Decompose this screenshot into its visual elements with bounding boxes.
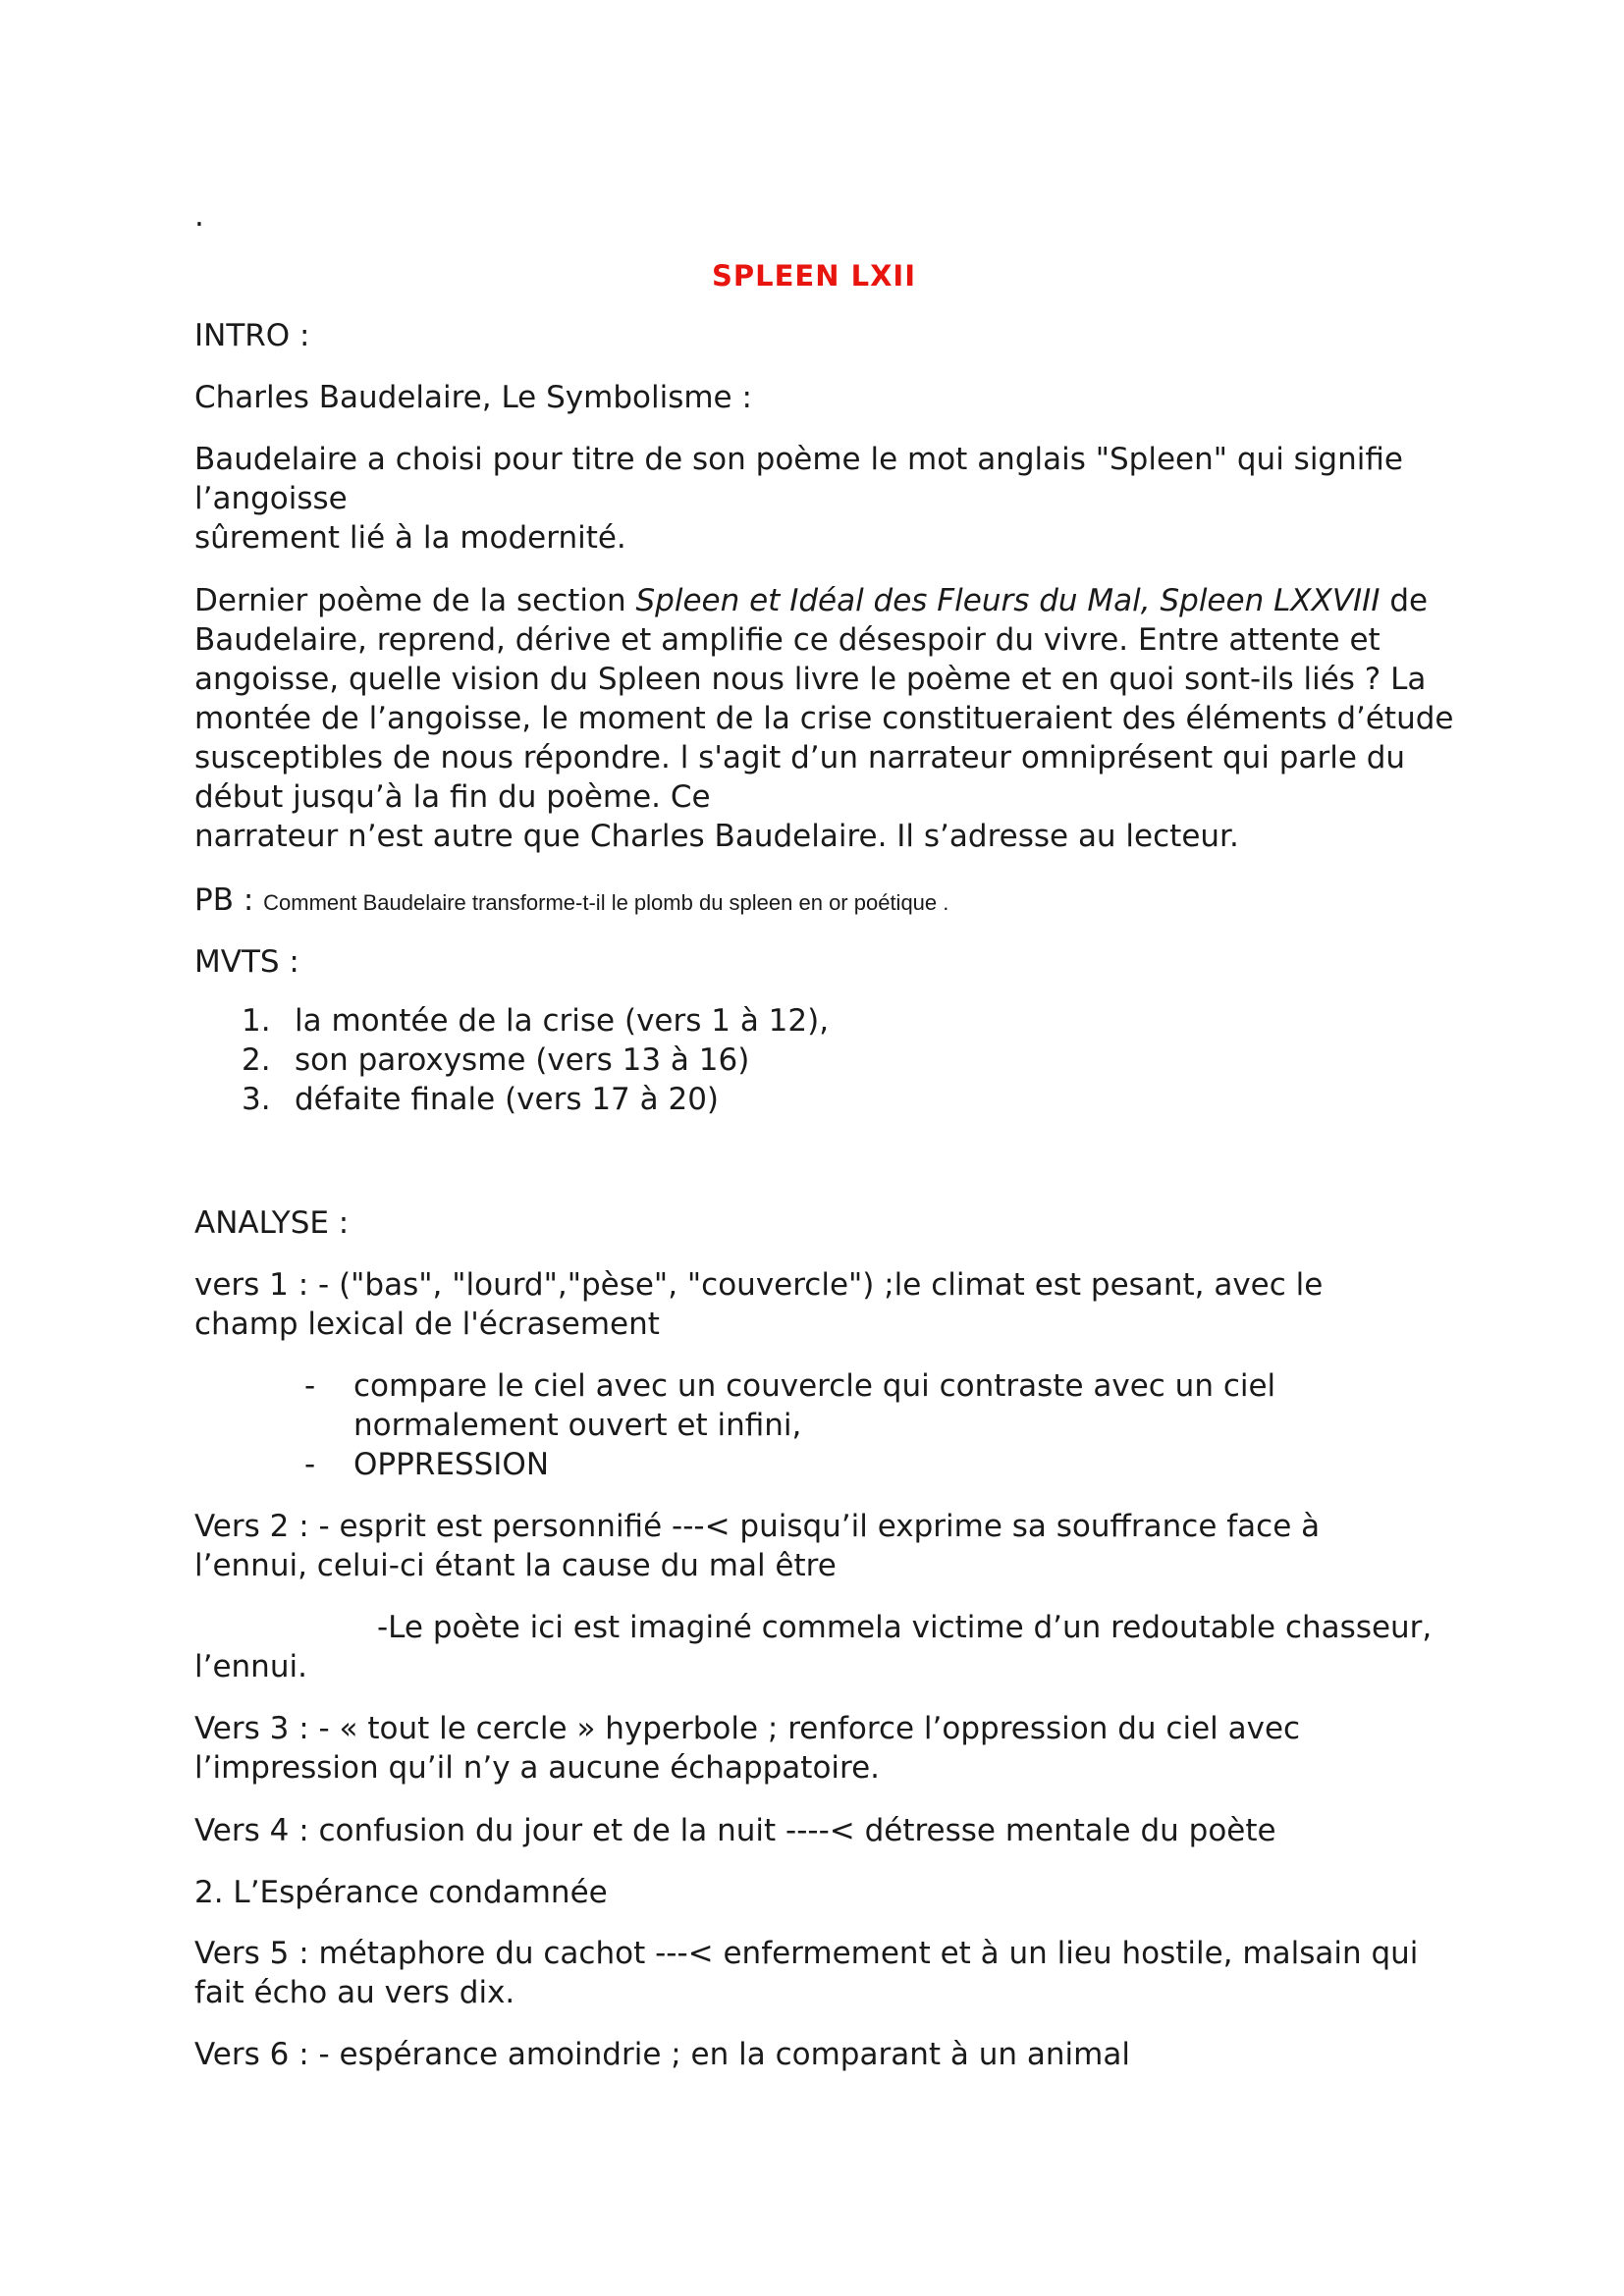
document-title: SPLEEN LXII bbox=[711, 259, 917, 293]
section-heading-2: 2. L’Espérance condamnée bbox=[194, 1875, 608, 1910]
mvts-label: MVTS : bbox=[194, 944, 299, 980]
vers2-sub-paragraph: -Le poète ici est imaginé commela victime d’un redoutable chasseur, l’ennui. bbox=[194, 1610, 1433, 1684]
author-line: Charles Baudelaire, Le Symbolisme : bbox=[194, 380, 752, 415]
mvts-list bbox=[194, 1001, 1461, 1119]
intro-label: INTRO : bbox=[194, 318, 310, 353]
list-item: 3. défaite finale (vers 17 à 20) bbox=[242, 1082, 720, 1117]
vers2-paragraph: Vers 2 : - esprit est personnifié ---< puisqu’il exprime sa souffrance face à l’ennui, celui-ci étant la cause du mal être bbox=[194, 1509, 1321, 1583]
vers3-paragraph: Vers 3 : - « tout le cercle » hyperbole ; renforce l’oppression du ciel avec l’impression qu’il n’y a aucune échappatoire. bbox=[194, 1711, 1301, 1786]
vers6-paragraph: Vers 6 : - espérance amoindrie ; en la comparant à un animal bbox=[194, 2037, 1130, 2072]
pb-text: Comment Baudelaire transforme-t-il le plomb du spleen en or poétique . bbox=[263, 890, 949, 915]
italic-title: Spleen et Idéal des Fleurs du Mal, Spleen LXXVIII bbox=[635, 583, 1380, 618]
vers1-bullets bbox=[194, 1366, 1461, 1484]
list-item: 1. la montée de la crise (vers 1 à 12), bbox=[242, 1003, 830, 1039]
intro-paragraph-1: Baudelaire a choisi pour titre de son poème le mot anglais "Spleen" qui signifie l’angoisse sûrement lié à la modernité. bbox=[194, 442, 1403, 556]
vers1-paragraph: vers 1 : - ("bas", "lourd","pèse", "couvercle") ;le climat est pesant, avec le champ lexical de l'écrasement bbox=[194, 1267, 1324, 1342]
problematique bbox=[194, 881, 1461, 923]
vers5-paragraph: Vers 5 : métaphore du cachot ---< enfermement et à un lieu hostile, malsain qui fait écho au vers dix. bbox=[194, 1936, 1419, 2010]
vers4-paragraph: Vers 4 : confusion du jour et de la nuit ----< détresse mentale du poète bbox=[194, 1813, 1276, 1848]
list-item: - compare le ciel avec un couvercle qui contraste avec un ciel normalement ouvert et infini, bbox=[304, 1368, 1276, 1443]
list-item: - OPPRESSION bbox=[304, 1447, 550, 1482]
pb-label: PB : bbox=[194, 882, 264, 918]
intro-paragraph-2: Dernier poème de la section Spleen et Idéal des Fleurs du Mal, Spleen LXXVIII de Baudelaire, reprend, dérive et amplifie ce désespoir du vivre. Entre attente et angoisse, quelle vision du Spleen nous livre le poème et en quoi sont-ils liés ? La montée de l’angoisse, le moment de la crise constitueraient des éléments d’étude susceptibles de nous répondre. l s'agit d’un narrateur omniprésent qui parle du début jusqu’à la fin du poème. Ce narrateur n’est autre que Charles Baudelaire. Il s’adresse au lecteur. bbox=[194, 583, 1454, 854]
list-item: 2. son paroxysme (vers 13 à 16) bbox=[242, 1042, 750, 1078]
analyse-label: ANALYSE : bbox=[194, 1205, 350, 1241]
stray-dot: . bbox=[194, 198, 204, 234]
